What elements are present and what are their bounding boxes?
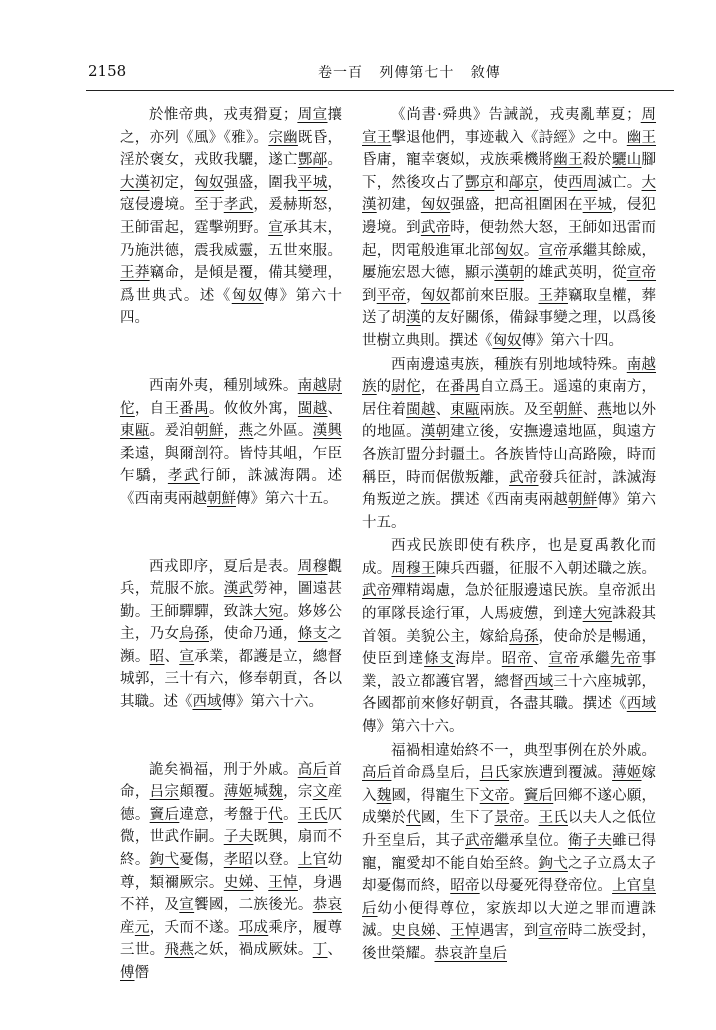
proper-name-underline: 武帝 — [509, 469, 539, 486]
right-paragraph: 西南邊遠夷族，種族有别地域特殊。南越族的尉佗，在番禺自立爲王。遥遠的東南方，居住着閩越、東甌兩族。及至朝鮮、燕地以外的地區。漢朝建立後，安撫邊遠地區，與遠方各族訂盟分封疆土。各族皆恃山高路險，時而稱臣，時而倨傲叛離，武帝發兵征討，誅滅海角叛逆之族。撰述《西南夷兩越朝鮮傳》第六十五。 — [362, 356, 657, 531]
proper-name-underline: 烏孫 — [509, 628, 539, 645]
proper-name-underline: 宗幽 — [268, 129, 298, 146]
proper-name-underline: 南越 — [297, 377, 328, 394]
proper-name-underline: 尉佗 — [391, 379, 421, 396]
proper-name-underline: 宣帝 — [538, 923, 568, 940]
proper-name-underline: 丁 — [312, 942, 328, 959]
proper-name-underline: 西域 — [626, 696, 657, 713]
proper-name-underline: 宣 — [179, 897, 195, 914]
proper-name-underline: 代 — [406, 810, 421, 827]
proper-name-underline: 宣帝 — [548, 651, 580, 668]
proper-name-underline: 閩越 — [406, 401, 436, 418]
proper-name-underline: 王莽 — [538, 287, 568, 304]
proper-name-underline: 平帝 — [376, 287, 407, 304]
proper-name-underline: 大宛 — [253, 603, 284, 620]
proper-name-underline: 匈奴 — [494, 242, 524, 259]
proper-name-underline: 番禺 — [450, 379, 480, 396]
proper-name-underline: 宣 — [179, 648, 195, 665]
proper-name-underline: 朝鮮 — [553, 401, 583, 418]
proper-name-underline: 燕 — [238, 423, 254, 440]
proper-name-underline: 番禺 — [179, 400, 209, 417]
proper-name-underline: 高后 — [297, 761, 328, 778]
proper-name-underline: 東甌 — [450, 401, 480, 418]
proper-name-underline: 漢 — [406, 310, 421, 327]
proper-name-underline: 尉佗 — [120, 377, 342, 417]
proper-name-underline: 平城 — [297, 174, 328, 191]
proper-name-underline: 邛成 — [238, 919, 269, 936]
proper-name-underline: 傅 — [120, 965, 135, 981]
proper-name-underline: 飛燕 — [164, 942, 195, 959]
right-paragraph: 福禍相違始終不一，典型事例在於外戚。高后首命爲皇后，吕氏家族遭到覆滅。薄姬嫁入魏國，得寵生下文帝。竇后回鄉不遂心願，成樂於代國，生下了景帝。王氏以夫人之低位升至皇后，其子武帝繼承皇位。衛子夫雖已得寵，寵愛却不能自始至終。鉤弋之子立爲太子却憂傷而終，昭帝以母憂死得登帝位。上官皇后幼小便得尊位，家族却以大逆之罪而遭誅滅。史良娣、王悼遇害，到宣帝時二族受封，後世榮耀。恭哀許皇后 — [362, 742, 657, 962]
proper-name-underline: 薄姬 — [612, 765, 642, 782]
translation-text-column — [362, 104, 656, 967]
proper-name-underline: 王氏 — [538, 810, 568, 827]
proper-name-underline: 史娣 — [223, 874, 254, 891]
proper-name-underline: 漢武 — [223, 581, 254, 598]
proper-name-underline: 昭帝 — [501, 651, 533, 668]
proper-name-underline: 條支 — [424, 651, 456, 668]
left-paragraph: 於惟帝典，戎夷猾夏；周宣攘之，亦列《風》《雅》。宗幽既昏，淫於褒女，戎敗我驪，遂亡酆鄗。大漢初定，匈奴强盛，圍我平城，寇侵邊境。至于孝武，爰赫斯怒，王師雷起，霆擊朔野。宣承其末，乃施洪德，震我威靈，五世來服。王莽竊命，是傾是覆，備其變理，爲世典式。述《匈奴傳》第六十四。 — [120, 107, 343, 327]
proper-name-underline: 匈奴 — [492, 332, 522, 349]
proper-name-underline: 周宣 — [297, 107, 328, 123]
proper-name-underline: 元 — [134, 919, 150, 936]
proper-name-underline: 鉤弋 — [538, 855, 568, 872]
proper-name-underline: 景帝 — [494, 810, 524, 827]
proper-name-underline: 竇后 — [149, 806, 180, 823]
page-number: 2158 — [88, 62, 127, 80]
proper-name-underline: 孝昭 — [223, 852, 254, 869]
proper-name-underline: 竇后 — [523, 787, 554, 804]
proper-name-underline: 宣帝 — [538, 242, 568, 259]
proper-name-underline: 朝鮮 — [194, 423, 224, 440]
proper-name-underline: 酆京 — [464, 174, 495, 191]
proper-name-underline: 幽王 — [626, 129, 657, 146]
proper-name-underline: 武帝 — [362, 583, 392, 600]
proper-name-underline: 幽王 — [553, 152, 583, 169]
proper-name-underline: 東甌 — [120, 423, 150, 440]
proper-name-underline: 烏孫 — [179, 626, 209, 643]
proper-name-underline: 平城 — [582, 197, 613, 214]
proper-name-underline: 王莽 — [120, 265, 150, 282]
header-rule — [86, 90, 674, 91]
proper-name-underline: 高后 — [362, 765, 392, 782]
proper-name-underline: 武帝 — [420, 219, 451, 236]
proper-name-underline: 代 — [268, 806, 284, 823]
proper-name-underline: 大漢 — [120, 174, 150, 191]
proper-name-underline: 文帝 — [479, 787, 510, 804]
proper-name-underline: 史良娣 — [391, 923, 436, 940]
proper-name-underline: 吕宗 — [149, 784, 180, 801]
proper-name-underline: 匈奴 — [420, 287, 451, 304]
proper-name-underline: 武帝 — [464, 833, 495, 849]
proper-name-underline: 漢興 — [312, 423, 343, 440]
proper-name-underline: 西域 — [523, 673, 554, 690]
proper-name-underline: 酆鄗 — [297, 152, 328, 169]
proper-name-underline: 昭帝 — [450, 878, 480, 895]
proper-name-underline: 西域 — [192, 694, 222, 711]
left-paragraph: 西戎即序，夏后是表。周穆觀兵，荒服不旅。漢武勞神，圖遠甚勤。王師驒驒，致誅大宛。姼姼公主，乃女烏孫，使命乃通，條支之瀕。昭、宣承業，都護是立，總督城郭，三十有六，修奉朝貢，各以其職。述《西域傳》第六十六。 — [120, 558, 343, 711]
proper-name-underline: 文 — [312, 784, 328, 801]
proper-name-underline: 王悼 — [450, 923, 480, 940]
proper-name-underline: 衛子夫 — [567, 833, 613, 849]
right-paragraph: 西戎民族即使有秩序，也是夏禹教化而成。周穆王陳兵西疆，征服不入朝述職之族。武帝殫精竭慮，急於征服邊遠民族。皇帝派出的軍隊長途行軍，人馬疲憊，到達大宛誅殺其首領。美貌公主，嫁給烏孫，使命於是暢通，使臣到達條支海岸。昭帝、宣帝承繼先帝事業，設立都護官署，總督西域三十六座城郭，各國都前來修好朝貢，各盡其職。撰述《西域傳》第六十六。 — [362, 538, 657, 736]
proper-name-underline: 孝武 — [167, 468, 200, 485]
proper-name-underline: 朝鮮 — [567, 492, 598, 509]
proper-name-underline: 朝鮮 — [207, 490, 236, 507]
right-paragraph: 《尚書·舜典》告誡説，戎夷亂華夏；周宣王擊退他們，事迹載入《詩經》之中。幽王昏庸，寵幸褒姒，戎族乘機將幽王殺於驪山腳下，然後攻占了酆京和鄗京，使西周滅亡。大漢初建，匈奴强盛，把高祖圍困在平城，侵犯邊境。到武帝時，便勃然大怒，王師如迅雷而起，閃電般進軍北部匈奴。宣帝承繼其餘威，屢施宏恩大德，顯示漢朝的雄武英明，從宣帝到平帝，匈奴都前來臣服。王莽竊取皇權，葬送了胡漢的友好關係，備録事變之理，以爲後世樹立典則。撰述《匈奴傳》第六十四。 — [362, 107, 657, 349]
running-title: 卷一百 列傳第七十 敘傳 — [318, 65, 501, 81]
proper-name-underline: 王氏 — [297, 806, 328, 823]
proper-name-underline: 閩越 — [297, 400, 328, 417]
proper-name-underline: 薄姬 — [223, 784, 254, 801]
proper-name-underline: 宣 — [268, 219, 284, 236]
proper-name-underline: 漢朝 — [494, 265, 524, 282]
proper-name-underline: 魏 — [268, 784, 284, 801]
proper-name-underline: 燕 — [597, 401, 613, 418]
proper-name-underline: 上官皇后 — [362, 878, 657, 917]
proper-name-underline: 匈奴 — [420, 197, 451, 214]
proper-name-underline: 宣帝 — [626, 265, 657, 282]
proper-name-underline: 子夫 — [223, 829, 254, 846]
proper-name-underline: 匈奴 — [231, 287, 264, 304]
left-paragraph: 西南外夷，種别域殊。南越尉佗，自王番禺。攸攸外寓，閩越、東甌。爰洎朝鮮，燕之外區。漢興柔遠，與爾剖符。皆恃其岨，乍臣乍驕，孝武行師，誅滅海隅。述《西南夷兩越朝鮮傳》第六十五。 — [120, 377, 343, 507]
proper-name-underline: 魏 — [376, 787, 392, 804]
proper-name-underline: 大漢 — [362, 174, 657, 214]
proper-name-underline: 上官 — [297, 852, 328, 869]
proper-name-underline: 條支 — [297, 626, 328, 643]
left-paragraph: 詭矣禍福，刑于外戚。高后首命，吕宗顛覆。薄姬堿魏，宗文産德。竇后違意，考盤于代。王氏仄微，世武作嗣。子夫既興，扇而不終。鉤弋憂傷，孝昭以登。上官幼尊，類禰厥宗。史娣、王悼，身遇不祥，及宣饗國，二族後光。恭哀産元，夭而不遂。邛成乘序，履尊三世。飛燕之妖，禍成厥妹。丁、傅僭 — [120, 761, 343, 981]
proper-name-underline: 孝武 — [223, 197, 254, 214]
proper-name-underline: 匈奴 — [194, 174, 224, 191]
proper-name-underline: 恭哀許皇后 — [434, 945, 507, 962]
proper-name-underline: 周穆 — [297, 558, 328, 575]
proper-name-underline: 王悼 — [268, 874, 298, 891]
proper-name-underline: 昭 — [149, 648, 165, 665]
proper-name-underline: 大宛 — [582, 606, 613, 623]
proper-name-underline: 鉤弋 — [149, 852, 180, 869]
proper-name-underline: 鄗京 — [509, 174, 539, 191]
proper-name-underline: 西周 — [567, 174, 598, 191]
proper-name-underline: 南越族 — [362, 356, 657, 396]
proper-name-underline: 先帝 — [610, 651, 642, 668]
proper-name-underline: 吕氏 — [479, 765, 510, 782]
classical-text-column — [120, 104, 342, 1030]
proper-name-underline: 周宣王 — [362, 107, 657, 146]
proper-name-underline: 漢朝 — [420, 424, 451, 441]
proper-name-underline: 恭哀 — [312, 897, 343, 914]
proper-name-underline: 周穆王 — [391, 560, 436, 577]
proper-name-underline: 驪山 — [612, 152, 642, 169]
